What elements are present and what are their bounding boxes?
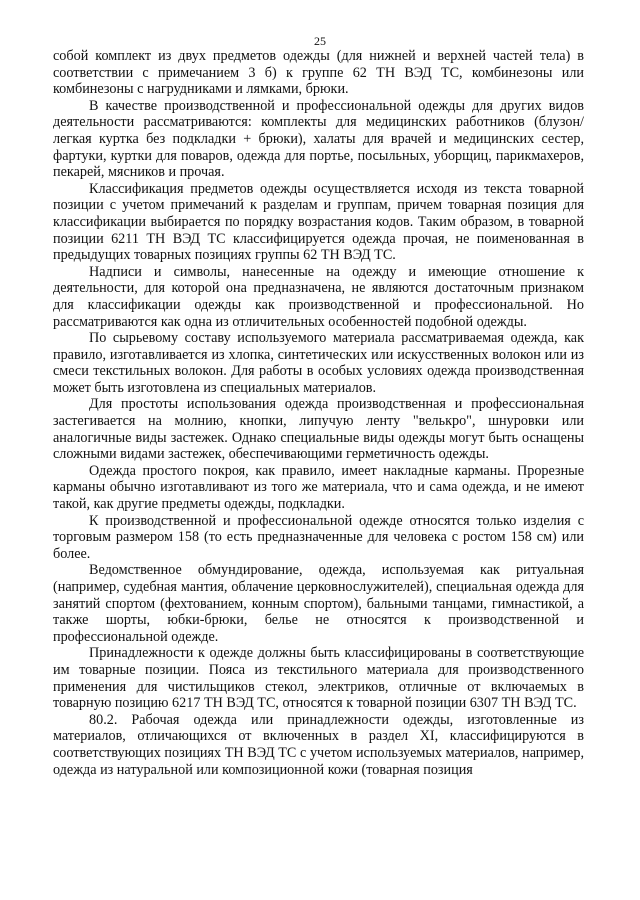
paragraph-material-composition: По сырьевому составу используемого материала рассматриваемая одежда, как правило, изготавливается из хлопка, синтетических или искусственных волокон или из смеси текстильных волокон. Для работы в особых условиях одежда производственная может быть изготовлена из специальных материалов. (53, 330, 584, 396)
page-number: 25 (314, 34, 326, 48)
paragraph-size-158: К производственной и профессиональной одежде относятся только изделия с торговым размером 158 (то есть предназначенные для человека с ростом 158 см) или более. (53, 512, 584, 562)
paragraph-continued: собой комплект из двух предметов одежды (для нижней и верхней частей тела) в соответствии с примечанием 3 б) к группе 62 ТН ВЭД ТС, комбинезоны или комбинезоны с нагрудниками и лямками, брюки. (53, 48, 584, 98)
paragraph-inscriptions-symbols: Надписи и символы, нанесенные на одежду и имеющие отношение к деятельности, для которой она предназначена, не являются достаточным признаком для классификации одежды как производственной и профессиональной. Но рассматриваются как одна из отличительных особенностей подобной одежды. (53, 263, 584, 330)
paragraph-fasteners: Для простоты использования одежда производственная и профессиональная застегивается на молнию, кнопки, липучую ленту "велькро", шнуровки или аналогичные виды застежек. Однако специальные виды одежды могут быть оснащены сложными видами застежек, обеспечивающими герметичность одежды. (53, 396, 584, 463)
document-body (53, 48, 584, 778)
paragraph-accessories: Принадлежности к одежде должны быть классифицированы в соответствующие им товарные позиции. Пояса из текстильного материала для производственного применения для чистильщиков стекол, электриков, отличные от включаемых в товарную позицию 6217 ТН ВЭД ТС, относятся к товарной позиции 6307 ТН ВЭД ТС. (53, 645, 584, 712)
paragraph-exclusions: Ведомственное обмундирование, одежда, используемая как ритуальная (например, судебная мантия, облачение церковнослужителей), специальная одежда для занятий спортом (фехтованием, конным спортом), бальными танцами, гимнастикой, а также шорты, юбки-брюки, белье не относятся к производственной и профессиональной одежде. (53, 562, 584, 645)
paragraph-professional-clothing-types: В качестве производственной и профессиональной одежды для других видов деятельности рассматриваются: комплекты для медицинских работников (блузон/легкая куртка без подкладки + брюки), халаты для врачей и медицинских сестер, фартуки, куртки для поваров, одежда для портье, посыльных, уборщиц, парикмахеров, пекарей, мясников и прочая. (53, 97, 584, 181)
paragraph-pockets: Одежда простого покроя, как правило, имеет накладные карманы. Прорезные карманы обычно изготавливают из того же материала, что и сама одежда, и не имеют такой, как другие предметы одежды, подкладки. (53, 462, 584, 513)
paragraph-section-80-2: 80.2. Рабочая одежда или принадлежности одежды, изготовленные из материалов, отличающихся от включенных в раздел XI, классифицируются в соответствующих позициях ТН ВЭД ТС с учетом используемых материалов, например, одежда из натуральной или композиционной кожи (товарная позиция (53, 711, 584, 778)
paragraph-classification-rule: Классификация предметов одежды осуществляется исходя из текста товарной позиции с учетом примечаний к разделам и группам, причем товарная позиция для классификации выбирается по порядку возрастания кодов. Таким образом, в товарной позиции 6211 ТН ВЭД ТС классифицируется одежда прочая, не поименованная в предыдущих товарных позициях группы 62 ТН ВЭД ТС. (53, 180, 584, 264)
